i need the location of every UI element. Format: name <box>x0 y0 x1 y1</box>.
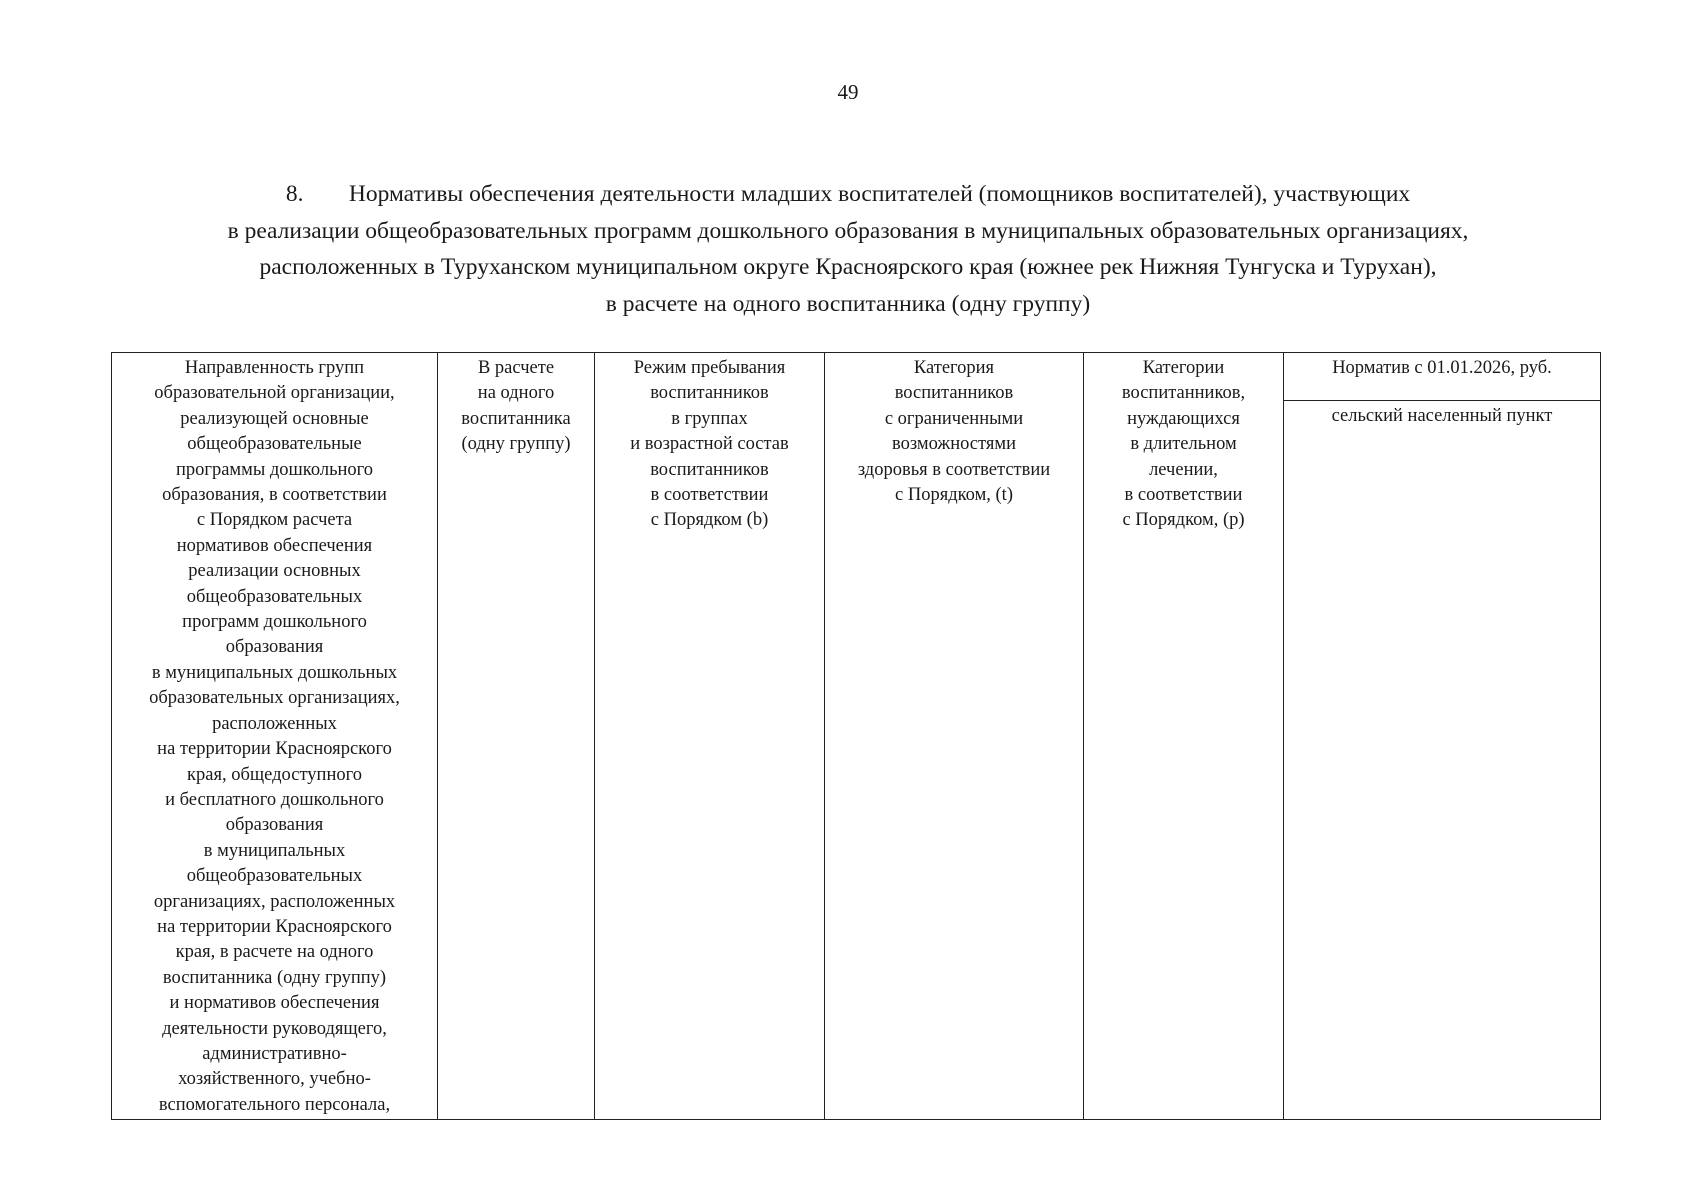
heading-line-4: в расчете на одного воспитанника (одну группу) <box>605 290 1091 317</box>
norm-table <box>111 352 1601 1120</box>
col-header-long-treatment-category: Категории воспитанников, нуждающихся в длительном лечении, в соответствии с Порядком, (p) <box>1084 353 1284 1120</box>
col-header-disabilities-category: Категория воспитанников с ограниченными возможностями здоровья в соответствии с Порядком, (t) <box>825 353 1084 1120</box>
heading-line-2: в реализации общеобразовательных программ дошкольного образования в муниципальных образовательных организациях, <box>227 217 1469 244</box>
section-number: 8. <box>285 181 304 207</box>
section-heading <box>0 176 1696 322</box>
col-header-norm: Норматив с 01.01.2026, руб. <box>1284 353 1601 401</box>
heading-line-3: расположенных в Туруханском муниципальном округе Красноярского края (южнее рек Нижняя Тунгуска и Турухан), <box>259 254 1437 280</box>
col-header-per-pupil: В расчете на одного воспитанника (одну группу) <box>438 353 595 1120</box>
page-number: 49 <box>837 80 859 104</box>
col-subheader-rural: сельский населенный пункт <box>1284 401 1601 1120</box>
col-header-group-direction: Направленность групп образовательной организации, реализующей основные общеобразовательные программы дошкольного образования, в соответствии с Порядком расчета нормативов обеспечения реализации основных общеобразовательных программ дошкольного образования в муниципальных дошкольных образовательных организациях, расположенных на территории Красноярского края, общедоступного и бесплатного дошкольного образования в муниципальных общеобразовательных организациях, расположенных на территории Красноярского края, в расчете на одного воспитанника (одну группу) и нормативов обеспечения деятельности руководящего, административно- хозяйственного, учебно- вспомогательного персонала, <box>112 353 438 1120</box>
col-header-stay-mode: Режим пребывания воспитанников в группах и возрастной состав воспитанников в соответствии с Порядком (b) <box>595 353 825 1120</box>
heading-line-1: 8. Нормативы обеспечения деятельности младших воспитателей (помощников воспитателей), участвующих <box>0 176 1696 213</box>
